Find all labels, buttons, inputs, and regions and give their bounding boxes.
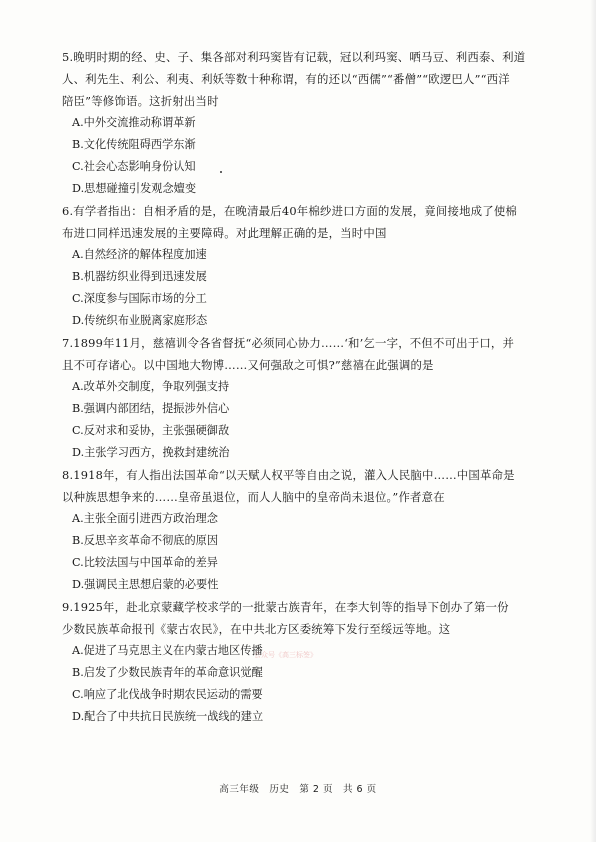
option-list — [62, 244, 532, 332]
stem-line: 7.1899年11月，慈禧训令各省督抚“必须同心协力……‘和’乞一字，不但不可出于口，并 — [62, 336, 515, 350]
option-list — [62, 112, 532, 200]
stem-line: 且不可存诸心。以中国地大物博……又何强敌之可惧?”慈禧在此强调的是 — [62, 358, 434, 372]
stem-line: 以种族思想争来的……皇帝虽退位，而人人脑中的皇帝尚未退位。”作者意在 — [62, 490, 445, 504]
option-d: D.传统织布业脱离家庭形态 — [72, 314, 208, 327]
option-c: C.比较法国与中国革命的差异 — [72, 556, 218, 569]
option-c: C.反对求和妥协，主张强硬御敌 — [72, 424, 230, 437]
option-a: A.改革外交制度，争取列强支持 — [72, 380, 230, 393]
option-c: C.深度参与国际市场的分工 — [72, 292, 207, 305]
question-stem — [62, 200, 532, 244]
stem-line: 9.1925年，赴北京蒙藏学校求学的一批蒙古族青年，在李大钊等的指导下创办了第一份 — [62, 600, 509, 614]
option-b: B.启发了少数民族青年的革命意识觉醒 — [72, 666, 263, 679]
option-a: A.主张全面引进西方政治理念 — [72, 512, 218, 525]
scan-edge-shadow — [590, 0, 596, 842]
page-footer: 高三年级 历史 第 2 页 共 6 页 — [219, 784, 377, 795]
option-a: A.自然经济的解体程度加速 — [72, 248, 207, 261]
option-b: B.文化传统阻碍西学东渐 — [72, 138, 196, 151]
question-7 — [62, 332, 532, 464]
option-c: C.响应了北伐战争时期农民运动的需要 — [72, 688, 263, 701]
stem-line: 6.有学者指出：自相矛盾的是，在晚清最后40年棉纱进口方面的发展，竟间接地成了使棉 — [62, 204, 518, 218]
question-6 — [62, 200, 532, 332]
option-b: B.机器纺织业得到迅速发展 — [72, 270, 207, 283]
option-d: D.主张学习西方，挽救封建统治 — [72, 446, 230, 459]
stem-line: 布进口同样迅速发展的主要障碍。对此理解正确的是，当时中国 — [62, 226, 387, 240]
question-5 — [62, 46, 532, 200]
option-list — [62, 508, 532, 596]
stem-line: 陪臣”等修饰语。这折射出当时 — [62, 94, 219, 108]
stem-line: 少数民族革命报刊《蒙古农民》，在中共北方区委统筹下发行至绥远等地。这 — [62, 622, 451, 636]
option-a: A.促进了马克思主义在内蒙古地区传播 — [72, 644, 263, 657]
question-stem — [62, 464, 532, 508]
stem-line: 人、利先生、利公、利夷、利妖等数十种称谓，有的还以“西儒”“番僧”“欧逻巴人”“西洋 — [62, 72, 510, 86]
option-d: D.配合了中共抗日民族统一战线的建立 — [72, 710, 264, 723]
stray-mark — [220, 171, 222, 173]
option-a: A.中外交流推动称谓革新 — [72, 116, 196, 129]
question-8 — [62, 464, 532, 596]
option-d: D.思想碰撞引发观念嬗变 — [72, 182, 197, 195]
question-list — [62, 46, 532, 728]
option-d: D.强调民主思想启蒙的必要性 — [72, 578, 219, 591]
option-b: B.强调内部团结，提振涉外信心 — [72, 402, 230, 415]
watermark-text: 公众号《高三标签》 — [254, 651, 317, 659]
option-c: C.社会心态影响身份认知 — [72, 160, 196, 173]
question-stem — [62, 332, 532, 376]
option-list — [62, 376, 532, 464]
stem-line: 8.1918年，有人指出法国革命“以天赋人权平等自由之说，灌入人民脑中……中国革命是 — [62, 468, 515, 482]
option-b: B.反思辛亥革命不彻底的原因 — [72, 534, 219, 547]
question-9 — [62, 596, 532, 728]
question-stem — [62, 596, 532, 640]
stem-line: 5.晚明时期的经、史、子、集各部对利玛窦皆有记载，冠以利玛窦、哂马豆、利西泰、利道 — [62, 50, 526, 64]
question-stem — [62, 46, 532, 112]
